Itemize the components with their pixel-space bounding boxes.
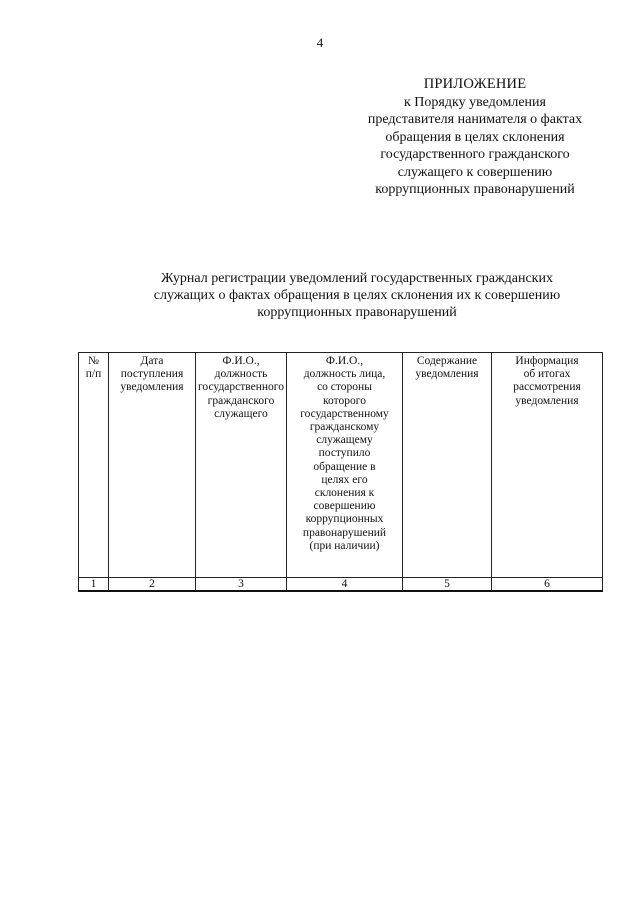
header-text: № п/п [85,355,102,381]
header-text: Дата поступления уведомления [120,355,184,394]
header-text: Информация об итогах рассмотрения уведомления [513,355,581,407]
appendix-line: коррупционных правонарушений [375,182,575,197]
registration-journal-table [78,352,603,592]
appendix-line: к Порядку уведомления [404,94,546,110]
page-number: 4 [316,35,324,50]
column-number-cell: 3 [196,578,287,592]
column-number-cell: 1 [79,578,109,592]
header-cell-employee [196,353,287,578]
appendix-heading: ПРИЛОЖЕНИЕ [423,76,527,92]
journal-title-line: коррупционных правонарушений [257,305,457,320]
header-cell-date [109,353,196,578]
header-cell-number [79,353,109,578]
header-text: Ф.И.О., должность государственного гражданского служащего [198,355,284,420]
column-number-cell: 2 [109,578,196,592]
column-number-cell: 6 [492,578,603,592]
column-number-cell: 4 [287,578,403,592]
column-number-row [79,578,603,592]
appendix-block [350,76,600,199]
header-text: Содержание уведомления [415,355,479,381]
header-cell-result [492,353,603,578]
journal-title [120,270,594,321]
table-header-row [79,353,603,578]
appendix-line: представителя нанимателя о фактах [367,112,583,127]
journal-title-line: Журнал регистрации уведомлений государственных гражданских [161,271,553,286]
appendix-line: государственного гражданского [380,147,570,162]
appendix-line: служащего к совершению [397,164,553,180]
journal-title-line: служащих о фактах обращения в целях склонения их к совершению [153,288,561,303]
appendix-line: обращения в целях склонения [385,129,565,145]
header-cell-inducer [287,353,403,578]
header-cell-content [403,353,492,578]
column-number-cell: 5 [403,578,492,592]
header-text: Ф.И.О., должность лица, со стороны которого государственному гражданскому служащему поступило обращение в целях его склонения к совершению коррупционных правонарушений (при наличии) [300,355,389,552]
